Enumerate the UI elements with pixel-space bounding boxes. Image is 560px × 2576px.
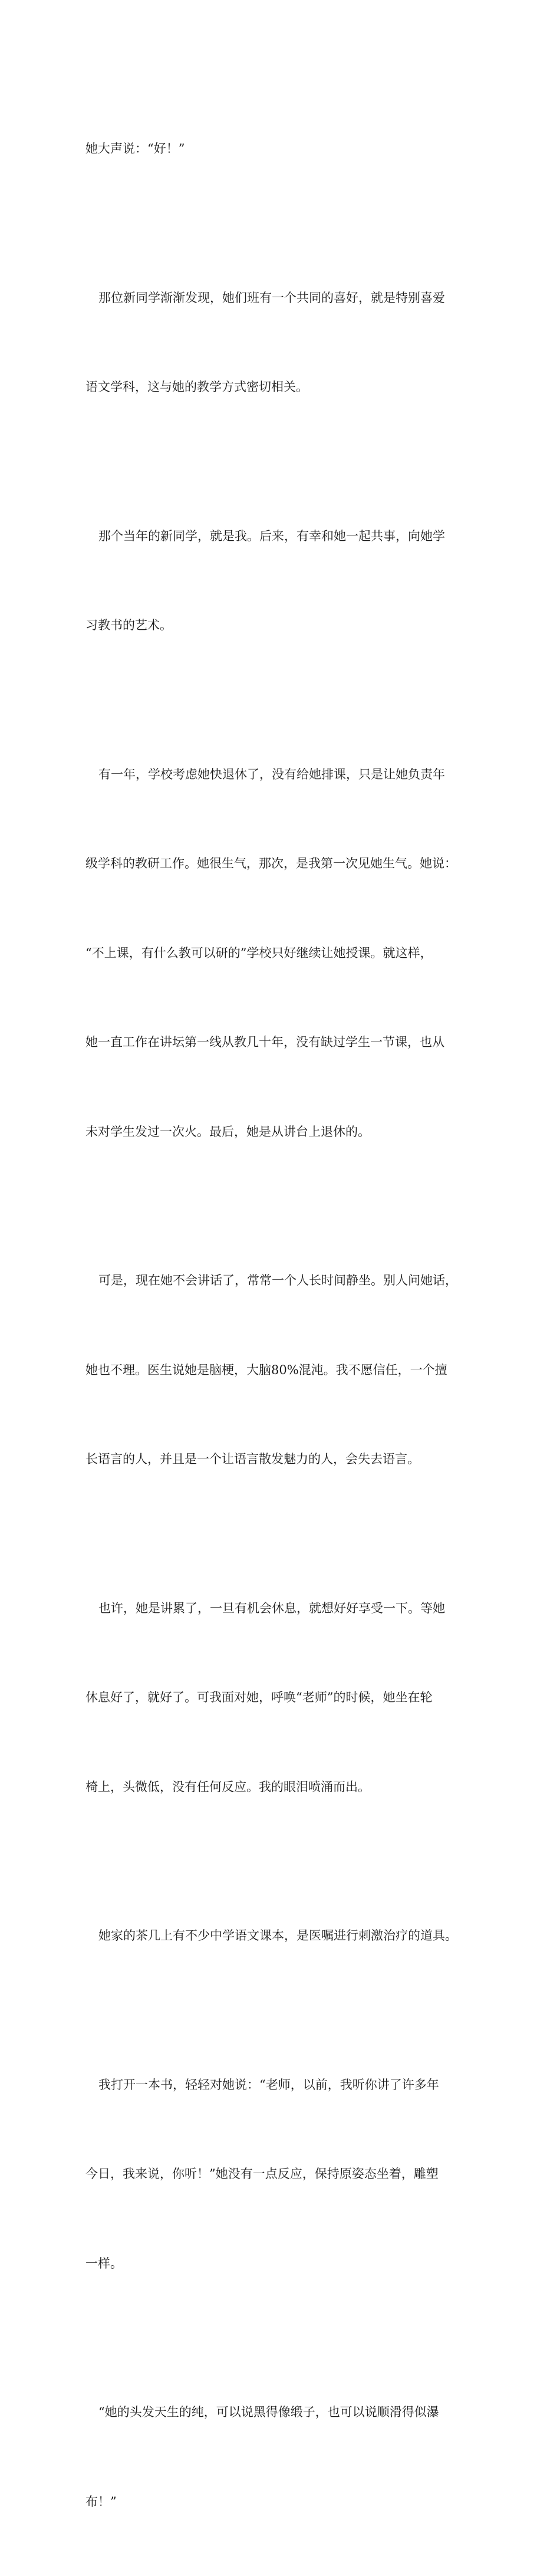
paragraph-1 — [85, 74, 475, 224]
paragraph-8 — [85, 2010, 475, 2338]
text-line: 未对学生发过一次火。最后，她是从讲台上退休的。 — [85, 1124, 370, 1139]
text-line: 可是，现在她不会讲话了，常常一个人长时间静坐。别人问她话， — [98, 1273, 457, 1287]
text-line: 休息好了，就好了。可我面对她，呼唤“老师”的时候，她坐在轮 — [85, 1690, 433, 1704]
paragraph-4 — [85, 700, 475, 1207]
text-line: 今日，我来说，你听！”她没有一点反应，保持原姿态坐着，雕塑 — [85, 2167, 439, 2181]
text-line: “她的头发天生的纯，可以说黑得像缎子，也可以说顺滑得似瀑 — [98, 2405, 439, 2419]
text-line: 她一直工作在讲坛第一线从教几十年，没有缺过学生一节课，也从 — [85, 1035, 444, 1049]
text-line: 有一年，学校考虑她快退休了，没有给她排课，只是让她负责年 — [98, 767, 445, 781]
text-line: “不上课，有什么教可以研的”学校只好继续让她授课。就这样， — [85, 945, 433, 960]
paragraph-5 — [85, 1206, 475, 1534]
paragraph-6 — [85, 1534, 475, 1862]
text-line: 我打开一本书，轻轻对她说：“老师，以前，我听你讲了许多年 — [98, 2077, 439, 2092]
text-line: 语文学科，这与她的教学方式密切相关。 — [85, 380, 308, 394]
document-body — [85, 74, 475, 2576]
paragraph-7 — [85, 1861, 475, 2010]
paragraph-2 — [85, 224, 475, 462]
text-line: 她家的茶几上有不少中学语文课本，是医嘱进行刺激治疗的道具。 — [98, 1928, 457, 1943]
paragraph-9 — [85, 2338, 475, 2576]
text-line: 长语言的人，并且是一个让语言散发魅力的人，会失去语言。 — [85, 1452, 420, 1466]
text-line: 布！” — [85, 2494, 117, 2509]
text-line: 那位新同学渐渐发现，她们班有一个共同的喜好，就是特别喜爱 — [98, 290, 445, 305]
text-line: 她大声说：“好！” — [85, 142, 185, 156]
text-line: 那个当年的新同学，就是我。后来，有幸和她一起共事，向她学 — [98, 528, 445, 543]
text-line: 她也不理。医生说她是脑梗，大脑80%混沌。我不愿信任，一个擅 — [85, 1362, 447, 1377]
paragraph-3 — [85, 462, 475, 700]
text-line: 椅上，头微低，没有任何反应。我的眼泪喷涌而出。 — [85, 1779, 370, 1794]
text-line: 习教书的艺术。 — [85, 618, 172, 632]
text-line: 一样。 — [85, 2256, 123, 2271]
text-line: 也许，她是讲累了，一旦有机会休息，就想好好享受一下。等她 — [98, 1601, 445, 1615]
text-line: 级学科的教研工作。她很生气，那次，是我第一次见她生气。她说： — [85, 856, 457, 870]
